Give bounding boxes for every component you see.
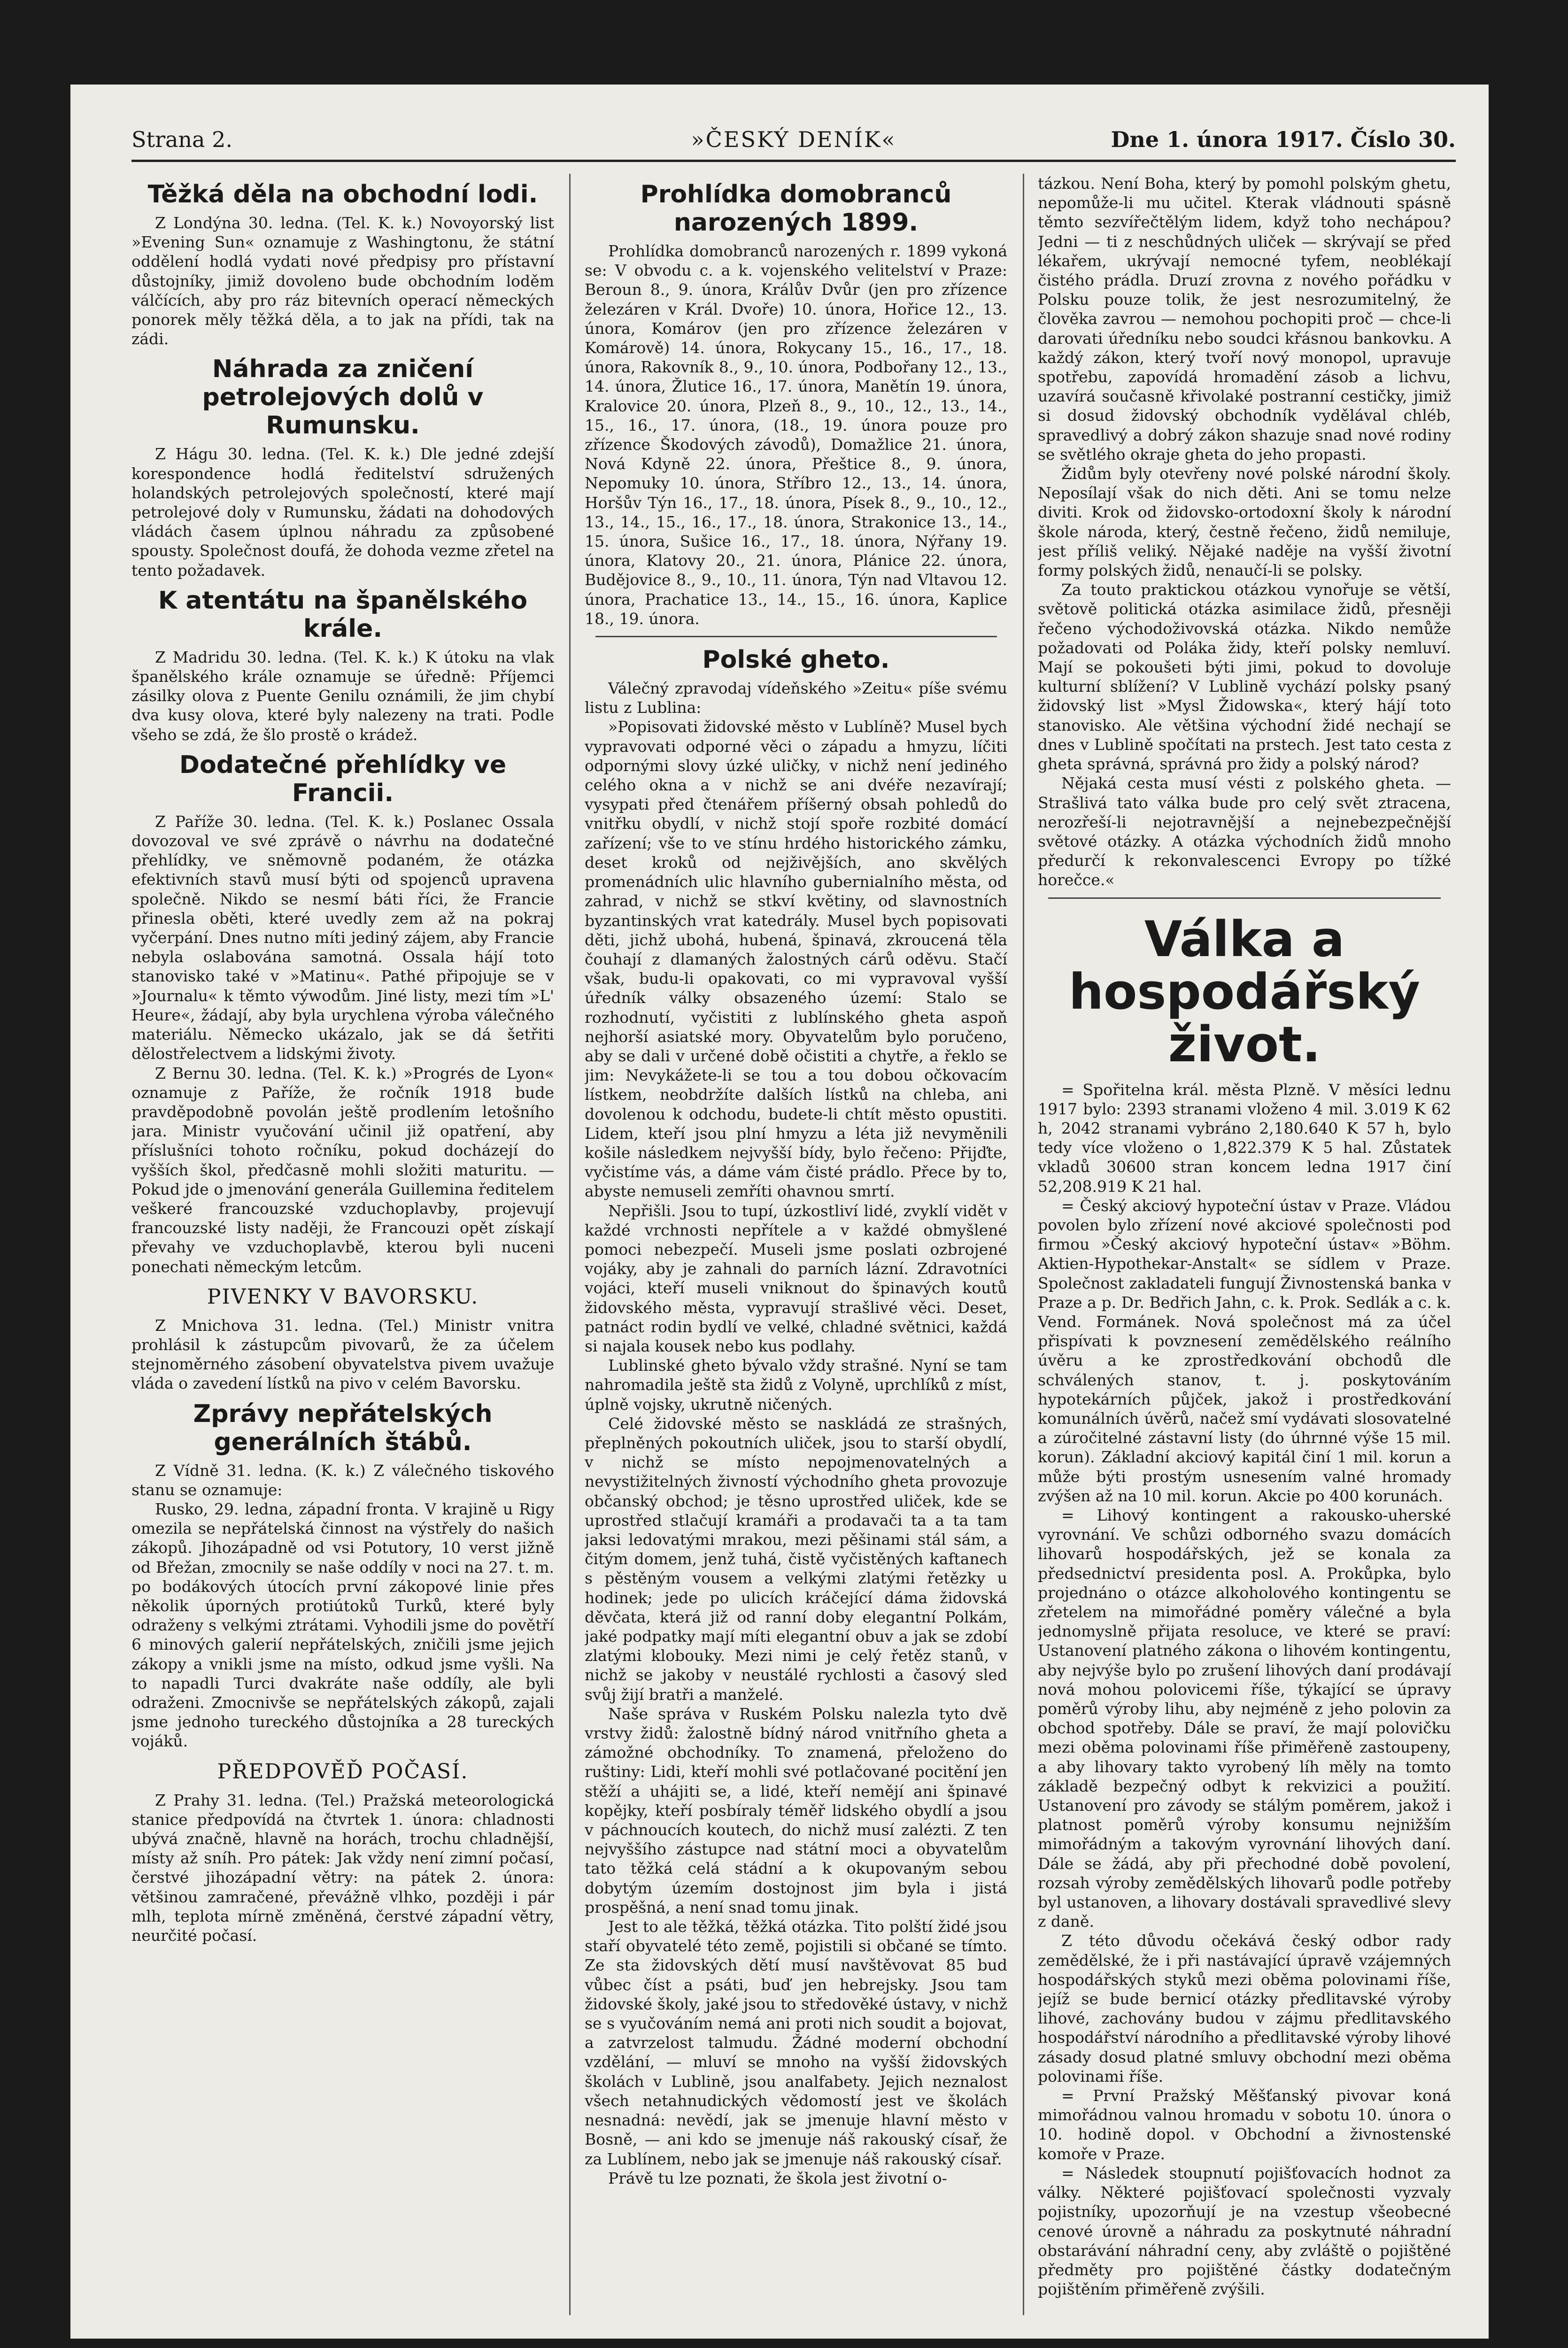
headline-heavy-guns: Těžká děla na obchodní lodi. <box>147 180 538 209</box>
article-body: Z Paříže 30. ledna. (Tel. K. k.) Poslanec Ossala dovozoval ve své zprávě o návrhu na dodatečné přehlídky, ve sněmovně podaném, že otázka efektivních stavů musí býti od spojenců upravena společně. Nikdo se nesmí báti říci, že Francie přinesla oběti, které uvedly zem až na pokraj vyčerpání. Dnes nutno míti jediný zájem, aby Francie nebyla oslabována samotná. Ossala hájí toto stanovisko také v »Matinu«. Pathé připojuje se v »Journalu« k těmto výwodům. Jiné listy, mezi tím »L' Heure«, žádají, aby byla urychlena výroba válečného materiálu. Německo ukázalo, jak se dá šetřiti dělostřelectvem a lidskými životy. <box>131 812 554 1063</box>
issue-date: Dne 1. února 1917. Číslo 30. <box>1111 127 1456 152</box>
column-1 <box>131 174 554 2325</box>
article-body: = Český akciový hypoteční ústav v Praze. Vládou povolen bylo zřízení nové akciové společnosti pod firmou »Český akciový hypoteční ústav« »Böhm. Aktien-Hypothekar-Anstalt« se sídlem v Praze. Společnost zakladateli fungují Živnostenská banka v Praze a p. Dr. Bedřich Jahn, c. k. Prok. Sedlák a c. k. Vend. Formánek. Nová společnost má za účel přispívati k povznesení zemědělského reálního úvěru a ke zprostředkování obchodů dle schválených stanov, t. j. poskytováním hypotekárních půjček, jakož i prostředkování komunálních úvěrů, načež smí vydávati slosovatelné a zúročitelné zástavní listy (do úhrnné výše 15 mil. korun). Základní akciový kapitál činí 1 mil. korun a může býti prostým usnesením valné hromady zvýšen až na 10 mil. korun. Akcie po 400 korunách. <box>1038 1196 1451 1505</box>
article-body: = Následek stoupnutí pojišťovacích hodnot za války. Některé pojišťovací společnosti vyzvaly pojistníky, upozorňují je na vzestup všeobecné cenové úrovně a náhradu za poskytnuté náhradní obstarávání náhradní ceny, aby zvláště o pojištěné předměty pro pojištěné částky dodatečným pojištěním přiměřeně zvýšili. <box>1038 2163 1451 2299</box>
divider <box>1048 897 1441 899</box>
article-body: = Spořitelna král. města Plzně. V měsíci lednu 1917 bylo: 2393 stranami vloženo 4 mil. 3.019 K 62 h, 2042 stranami vybráno 2,180.640 K 57 h, bylo tedy více vloženo o 1,822.379 K 5 hal. Zůstatek vkladů 30600 stran koncem ledna 1917 činí 52,208.919 K 21 hal. <box>1038 1080 1451 1196</box>
article-body: Z Vídně 31. ledna. (K. k.) Z válečného tiskového stanu se oznamuje: <box>131 1461 554 1499</box>
article-body: Z Prahy 31. ledna. (Tel.) Pražská meteorologická stanice předpovídá na čtvrtek 1. února: chladnosti ubývá značně, hlavně na horách, trochu chladnější, místy až sníh. Pro pátek: Jak vždy není zimní počasí, čerstvé jihozápadní větry: na pátek 2. února: většinou zamračené, převážně vlhko, později i pár mlh, teplota mírně změněná, čerstvé západní větry, neurčité počasí. <box>131 1791 554 1945</box>
article-body: Z této důvodu očekává český odbor rady zemědělské, že i při nastávající úpravě vzájemných hospodářských styků mezi oběma polovinami říše, jejíž se bude bernicí otázky předlitavské výroby lihové, zachovány budou v zájmu předlitavského hospodářství národního a předlitavské výroby lihové zásady dosud platné smluvy obchodní mezi oběma polovinami říše. <box>1038 1931 1451 2085</box>
column-2 <box>585 174 1007 2325</box>
headline-weather: PŘEDPOVĚĎ POČASÍ. <box>217 1759 469 1784</box>
article-body: Z Mnichova 31. ledna. (Tel.) Ministr vnitra prohlásil k zástupcům pivovarů, že za účelem stejnoměrného zásobení obyvatelstva pivem uvažuje vláda o zavedení lístků na pivo v celém Bavorsku. <box>131 1316 554 1393</box>
headline-bavaria: PIVENKY V BAVORSKU. <box>207 1284 479 1309</box>
masthead <box>131 122 1456 162</box>
article-body: Nějaká cesta musí vésti z polského gheta. — Strašlivá tato válka bude pro celý svět ztracena, nerozřeší-li nejotravnější a nejnebezpečnější světové otázky. A otázka východních židů mnoho předurčí k rekonvalescenci Evropy po tížké horečce.« <box>1038 774 1451 889</box>
headline-france: Dodatečné přehlídky ve Francii. <box>179 750 507 807</box>
newspaper-page <box>70 85 1489 2339</box>
article-body: Prohlídka domobranců narozených r. 1899 vykoná se: V obvodu c. a k. vojenského velitelství v Praze: Beroun 8., 9. února, Králův Dvůr (jen pro zřízence železáren v Král. Dvoře) 10. února, Hořice 12., 13. února, Komárov (jen pro zřízence železáren v Komárově) 14. února, Rokycany 15., 16., 17., 18. února, Rakovník 8., 9., 10. února, Podbořany 12., 13., 14. února, Žlutice 16., 17. února, Manětín 19. února, Kralovice 20. února, Plzeň 8., 9., 10., 12., 13., 14., 15., 16., 17. února, (18., 19. února pouze pro zřízence Škodových závodů), Domažlice 21. února, Nová Kdyně 22. února, Přeštice 8., 9. února, Nepomuky 10. února, Stříbro 12., 13., 14. února, Horšův Týn 16., 17., 18. února, Písek 8., 9., 10., 12., 13., 14., 15., 16., 17., 18. února, Strakonice 13., 14., 15. února, Sušice 16., 17., 18. února, Nýřany 19. února, Klatovy 20., 21. února, Plánice 22. února, Budějovice 8., 9., 10., 11. února, Týn nad Vltavou 12. února, Prachatice 13., 14., 15., 16. února, Kaplice 18., 19. února. <box>585 242 1007 628</box>
divider <box>595 636 997 637</box>
article-body: = Lihový kontingent a rakousko-uherské vyrovnání. Ve schůzi odborného svazu domácích lihovarů hospodářských, jež se konala za předsednictví presidenta posl. A. Prokůpka, bylo projednáno o otázce alkoholového kontingentu se zřetelem na mimořádné poměry válečné a byla jednomyslně přijata resoluce, ve které se praví: Ustanovení platného zákona o lihovém kontingentu, aby nejvýše bylo po zrušení lihových daní prodávají nová mohou polovicemi říše, týkající se úpravy poměrů výroby lihu, aby nejméně z jeho polovin za obchod spotřeby. Dále se praví, že mají polovičku mezi oběma polovinami říše přiměřeně zastoupeny, a aby lihovary takto vyrobený líh měly na tomto základě bezpečný odbyt k rekvizici a použití. Ustanovení pro závody se stálým poměrem, jakož i platnost poměrů výroby konsumu nejnižším mimořádným a takovým vyrovnání lihových daní. Dále se žádá, aby při přechodné době povolení, rozsah výroby zemědělských lihovarů podle potřeby byl ustanoven, a lihovary dostávali spravedlivé slevy z daně. <box>1038 1506 1451 1931</box>
article-body: Válečný zpravodaj vídeňského »Zeitu« píše svému listu z Lublina: <box>585 679 1007 717</box>
article-body: Židům byly otevřeny nové polské národní školy. Neposílají však do nich děti. Ani se tomu nelze diviti. Krok od židovsko-ortodoxní školy k národní škole národa, který, čestně řečeno, židů nemiluje, jest příliš veliký. Nějaké naděje na vyšší životní formy polských židů, nenaučí-li se polsky. <box>1038 464 1451 580</box>
page-number: Strana 2. <box>131 127 232 152</box>
headline-petroleum: Náhrada za zničení petrolejových dolů v Rumunsku. <box>202 355 484 440</box>
newspaper-title: »ČESKÝ DENÍK« <box>691 127 896 152</box>
article-body: tázkou. Není Boha, který by pomohl polským ghetu, nepomůže-li mu učitel. Kterak vládnouti spásně těmto sezvířečtělým lidem, když toho nechápou? Jedni — ti z neschůdných uliček — skrývají se před lékařem, ukrývají nemocné tyfem, neoblékají čistého prádla. Druzí zrovna z nového pořádku v Polsku pouze tolik, že jest nesrozumitelný, že člověka zavrou — nemohou pochopiti proč — chce-li darovati úředníku nebo soudci křásnou bankovku. A každý zákon, který tvoří nový monopol, upravuje spotřebu, zapovídá hromadění zásob a lichvu, uzavírá současně křivolaké postranní cestičky, jimiž si dosud židovský obchodník vydělával chléb, spravedlivý a dobrý zákon shazuje snad nové rodiny se světlého okraje gheta do jeho propasti. <box>1038 174 1451 463</box>
column-3 <box>1038 174 1451 2325</box>
article-body: Jest to ale těžká, těžká otázka. Tito polští židé jsou staří obyvatelé této země, pojistili si občané se tímto. Ze sta židovských dětí musí navštěvovat 85 bud vůbec číst a psáti, buď jen hebrejsky. Jsou tam židovské školy, jaké jsou to středověké ústavy, v nichž se s vyučováním nemá ani proti nich soudit a bojovat, a zatvrzelost talmudu. Žádné moderní obchodní vzdělání, — mluví se mnoho na vyšší židovských školách v Lublině, jsou analfabety. Jejich neznalost všech netahnudických vědomostí jest ve školách nesnadná: nevědí, jak se jmenuje hlavní město v Bosně, — ani kdo se jmenuje náš rakouský císař, že za Lublínem, nebo jak se jmenuje náš rakouský císař. <box>585 1917 1007 2168</box>
article-body: Naše správa v Ruském Polsku nalezla tyto dvě vrstvy židů: žalostně bídný národ vnitřního gheta a zámožné obchodníky. To znamená, přeloženo do ruštiny: Lidi, kteří mohli své potlačované pocitění jen stěží a uhájiti se, a lidé, kteří nemějí ani špinavé kopějky, kteří posbíraly téměř lidského obydlí a jsou v páchnoucích koutech, do nichž musí zalézti. Z ten nejvyššího zástupce nad státní moci a obyvatelům tato těžká celá stádní a k okupovaným sebou dobytým územím dostojnost jim byla i jistá prospěšná, a není snad tomu jinak. <box>585 1704 1007 1916</box>
article-body: Z Madridu 30. ledna. (Tel. K. k.) K útoku na vlak španělského krále oznamuje se úředně: Příjemci zásilky olova z Puente Genilu oznámili, že jim chybí dva kusy olova, které byly nalezeny na trati. Podle všeho se zdá, že šlo prostě o krádež. <box>131 648 554 744</box>
headline-attack: K atentátu na španělského krále. <box>158 586 528 643</box>
article-body: »Popisovati židovské město v Lublíně? Musel bych vypravovati odporné věci o západu a hmyzu, líčiti odpornými slovy úzké uličky, v nichž není jediného celého okna a v nichž se ani dvéře nezavírají; vysypati před čtenářem příšerný obsah pohledů do vnitřku obydlí, v nichž stojí spoře rozbité domácí zařízení; vše to ve stínu hrdého historického zámku, deset kroků od nejživějších, ano skvělých promenádních ulic hlavního gubernialního města, od zahrad, v nichž se stkví květiny, od slavnostních byzantinských vrat katedrály. Musel bych popisovati děti, jichž ubohá, hubená, špinavá, zkroucená těla čouhají z dlamaných žalostných cárů oděvu. Stačí však, budu-li opakovati, co mi vypravoval vyšší úředník války obsazeného území: Stalo se rozhodnutí, vyčistiti z lublínského gheta aspoň nejhorší asiatské mory. Obyvatelům bylo poručeno, aby se dali v určené době očistiti a chytře, a řeklo se jim: Nevykážete-li se tou a tou dobou očkovacím lístkem, neobdržíte dalších lístků na chleba, ani dovolenou k odchodu, budete-li chtít město opustiti. Lidem, kteří jsou plní hmyzu a léta již nevyměnili košile následkem nejvyšší bídy, bylo řečeno: Přijďte, vyčistíme vás, a dáme vám čisté prádlo. Přece by to, abyste nemuseli zemříti ohavnou smrtí. <box>585 718 1007 1201</box>
headline-war-economy: Válka a hospodářský život. <box>1068 910 1421 1073</box>
headline-ghetto: Polské gheto. <box>702 646 890 674</box>
article-body: Rusko, 29. ledna, západní fronta. V krajině u Rigy omezila se nepřátelská činnost na výstřely do našich zákopů. Jihozápadně od vsi Potutory, 10 verst jižně od Břežan, zmocnily se naše oddíly v noci na 27. t. m. po bodákových útocích první zákopové linie přes několik úporných protiútoků Turků, které byly odraženy s velkými ztrátami. Vyhodili jsme do povětří 6 minových galerií nepřátelských, zničili jsme jejich zákopy a vnikli jsme na místo, odkud jsme vyšli. Na to napadli Turci dvakráte naše oddíly, ale byli odraženi. Zmocnivše se nepřátelských zákopů, zajali jsme jednoho tureckého důstojníka a 28 tureckých vojáků. <box>131 1499 554 1751</box>
article-body: = První Pražský Měšťanský pivovar koná mimořádnou valnou hromadu v sobotu 10. února o 10. hodině dopol. v Obchodní a živnostenské komoře v Praze. <box>1038 2086 1451 2163</box>
headline-staff-reports: Zprávy nepřátelských generálních štábů. <box>193 1399 493 1456</box>
article-body: Z Hágu 30. ledna. (Tel. K. k.) Dle jedné zdejší korespondence hodlá ředitelství sdružených holandských petrolejových společností, které mají petrolejové doly v Rumunsku, žádati na dohodových vládách časem úplnou náhradu za způsobené spousty. Společnost doufá, že dohoda vezme zřetel na tento požadavek. <box>131 445 554 579</box>
article-body: Právě tu lze poznati, že škola jest životní o- <box>608 2169 947 2187</box>
headline-inspection: Prohlídka domobranců narozených 1899. <box>640 180 952 237</box>
article-body: Z Londýna 30. ledna. (Tel. K. k.) Novoyorský list »Evening Sun« oznamuje z Washingtonu, že státní oddělení hodlá vydati nové předpisy pro přístavní důstojníky, jimiž dovoleno bude obchodním loděm válčících, aby pro ráz bitevních operací německých ponorek měly těžká děla, a to jak na přídi, tak na zádi. <box>131 214 554 348</box>
article-body: Za touto praktickou otázkou vynořuje se větší, světově politická otázka asimilace židů, přesněji řečeno východoživovská otázka. Nikdo nemůže požadovati od Poláka židy, kteří polsky nemluví. Mají se pokoušeti býti jimi, pokud to dovoluje kulturní sblížení? V Lublině vychází polsky psaný židovský list »Mysl Židowska«, který hájí toto stanovisko. Ale většina východní židé nechají se dnes v Lublině spočítati na prstech. Jest tato cesta z gheta správná, správná pro židy a polský národ? <box>1038 580 1451 773</box>
article-body: Celé židovské město se naskládá ze strašných, přeplněných pokoutních uliček, jsou to starší obydlí, v nichž se místo nepojmenovatelných a nevystižitelných živností východního gheta provozuje občanský obchod; je těsno uprostřed uliček, kde se uprostřed stlačují kramáři a prodavači ta a ta tam jaksi ledovatými mrakou, mezi pěšinami stál sám, a čitým domem, jenž tuhá, čistě vyčistěných kaftanech s pěstěným vousem a velkými zlatými řetězky u hodinek; jede po ulicích kráčející dáma židovská děvčata, která již od ranní doby elegantní Polkám, jaké podpatky mají míti elegantní obuv a jak se zdobí zlatými klobouky. Mezi nimi je celý řetěz stanů, v nichž se jakoby v neustálé rychlosti a časový sled svůj žijí bratři a manželé. <box>585 1414 1007 1704</box>
column-rule <box>1023 174 1024 2315</box>
article-body: Z Bernu 30. ledna. (Tel. K. k.) »Progrés de Lyon« oznamuje z Paříže, že ročník 1918 bude pravděpodobně povolán ještě prodlením letošního jara. Ministr vyučování učinil již opatření, aby příslušníci tohoto ročníku, pokud docházejí do vyšších škol, předčasně mohli složiti maturitu. — Pokud jde o jmenování generála Guillemina ředitelem veškeré francouzské vzduchoplavby, projevují francouzské listy naději, že Francouzi opět získají převahy ve vzduchoplavbě, kterou byli nuceni ponechati německým letcům. <box>131 1064 554 1276</box>
article-body: Lublinské gheto bývalo vždy strašné. Nyní se tam nahromadila ještě sta židů z Volyně, uprchlíků z míst, úplně vojsky, ukrutně ničených. <box>585 1356 1007 1413</box>
column-rule <box>569 174 571 2315</box>
article-body: Nepřišli. Jsou to tupí, úzkostliví lidé, zvyklí vidět v každé vrchnosti nepřítele a v každé obmyšlené pomoci nebezpečí. Museli jsme poslati ozbrojené vojáky, aby je zahnali do parních lázní. Zdravotníci vojáci, kteří museli vniknout do špinavých koutů židovského města, vypravují strašlivé věci. Deset, patnáct rodin bydlí ve velké, chladné světnici, každá si najala kousek nebo kus podlahy. <box>585 1201 1007 1355</box>
